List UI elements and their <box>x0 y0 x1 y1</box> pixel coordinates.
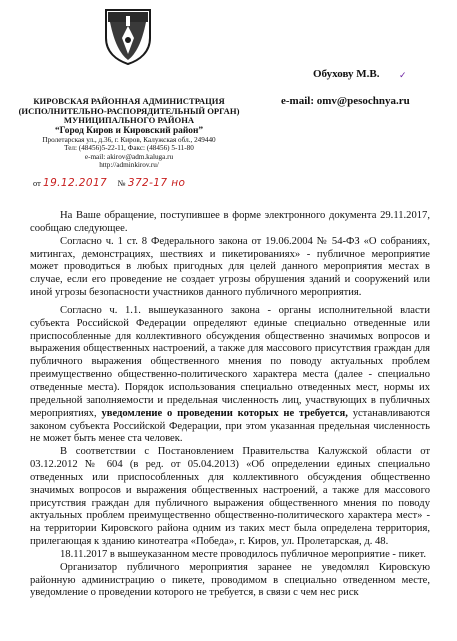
outgoing-reference <box>33 177 185 189</box>
paragraph-3-part-b: устанавливаются законом субъекта Российской Федерации, при этом указанная предельная численность не может быть менее ста человек. <box>30 407 431 445</box>
outgoing-date: 19.12.2017 <box>43 177 108 189</box>
outgoing-number: 372-17 но <box>127 177 186 189</box>
letter-body <box>30 210 430 600</box>
paragraph-3-part-a: Согласно ч. 1.1. вышеуказанного закона - органы исполнительной власти субъекта Российской Федерации определяют единые специально отведенные или приспособленные для коллективного обсуждения общественно значимых вопросов и выражения общественных настроений, а также для массового присутствия граждан для публичного выражения общественного мнения по поводу актуальных проблем преимущественно общественно-политического характера места (далее - специально отведенные места). Порядок использования специально отведенных мест, нормы их предельной заполняемости и предельная численность лиц, участвующих в публичных мероприятиях, <box>30 304 430 419</box>
sender-org-level: МУНИЦИПАЛЬНОГО РАЙОНА <box>63 115 195 126</box>
paragraph-6: Организатор публичного мероприятия заранее не уведомлял Кировскую районную администрацию о пикете, проводимом в специально отведенном месте, уведомление о проведении которого не требуется, в связи с чем нес риск <box>30 561 430 599</box>
sender-address: Пролетарская ул., д.36, г. Киров, Калужская обл., 249440 <box>42 136 216 145</box>
sender-email: e-mail: akirov@adm.kaluga.ru <box>84 152 174 161</box>
handwritten-tick-mark: ✓ <box>399 70 407 80</box>
paragraph-5: 18.11.2017 в вышеуказанном месте проводилось публичное мероприятие - пикет. <box>60 548 426 560</box>
sender-website: http://adminkirov.ru/ <box>99 160 159 169</box>
outgoing-date-prefix: от <box>33 179 41 188</box>
sender-org-type: (ИСПОЛНИТЕЛЬНО-РАСПОРЯДИТЕЛЬНЫЙ ОРГАН) <box>18 105 240 116</box>
paragraph-1: На Ваше обращение, поступившее в форме электронного документа 29.11.2017, сообщаю следующее. <box>30 210 430 234</box>
sender-phone-fax: Тел: (48456)5-22-11, Факс: (48456) 5-11-80 <box>64 144 194 153</box>
sender-letterhead <box>4 97 254 169</box>
recipient-name: Обухову М.В. <box>313 68 380 80</box>
paragraph-3 <box>30 305 430 446</box>
sender-org-name: КИРОВСКАЯ РАЙОННАЯ АДМИНИСТРАЦИЯ <box>33 96 225 106</box>
paragraph-4: В соответствии с Постановлением Правительства Калужской области от 03.12.2012 № 604 (в ред. от 05.04.2013) «Об определении единых специально отведенных или приспособленных для коллективного обсуждения общественно значимых вопросов и выражения общественных настроений, а также для массового присутствия граждан для публичного выражения общественного мнения по поводу актуальных проблем преимущественно общественно-политического характера мест» - на территории Кировского района одним из таких мест была определена территория, прилегающая к зданию кинотеатра «Победа», г. Киров, ул. Пролетарская, д. 48. <box>30 446 430 548</box>
coat-of-arms-emblem <box>104 8 152 66</box>
outgoing-number-label: № <box>117 179 126 188</box>
recipient-email: e-mail: omv@pesochnya.ru <box>281 95 410 107</box>
paragraph-3-bold: уведомление о проведении которых не требуется, <box>101 407 348 419</box>
paragraph-2: Согласно ч. 1 ст. 8 Федерального закона от 19.06.2004 № 54-ФЗ «О собраниях, митингах, демонстрациях, шествиях и пикетированиях» - публичное мероприятие может проводиться в любых пригодных для целей данного мероприятия местах в случае, если его проведение не создает угрозы обрушения зданий и сооружений или иной угрозы безопасности участников данного публичного мероприятия. <box>30 235 430 299</box>
sender-municipality: “Город Киров и Кировский район” <box>54 125 204 136</box>
